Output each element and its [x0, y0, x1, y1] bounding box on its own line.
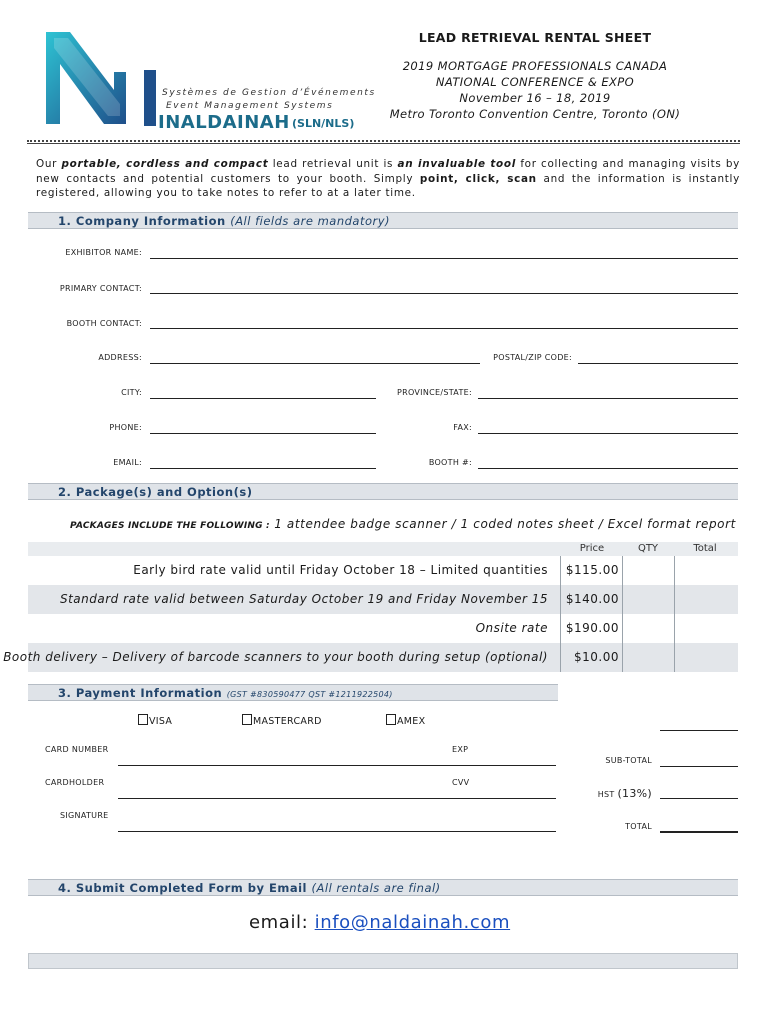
visa-option[interactable]: VISA — [138, 714, 172, 727]
hst-field[interactable] — [660, 798, 738, 799]
options-total-field[interactable] — [660, 730, 738, 731]
booth-number-field[interactable] — [478, 468, 738, 469]
booth-number-label: BOOTH #: — [428, 458, 472, 467]
email-link[interactable]: info@naldainah.com — [314, 912, 511, 933]
total-field[interactable] — [660, 831, 738, 833]
section-note: (All rentals are final) — [311, 881, 441, 895]
submit-email: email: info@naldainah.com — [249, 912, 511, 933]
amex-checkbox — [386, 714, 396, 725]
cardholder-label: CARDHOLDER — [45, 778, 105, 787]
package-table-header — [28, 542, 738, 556]
email-label: EMAIL: — [113, 458, 142, 467]
package-row-early-bird: Early bird rate valid until Friday October 18 – Limited quantities $115.00 — [28, 556, 738, 585]
mastercard-checkbox — [242, 714, 252, 725]
postal-code-label: POSTAL/ZIP CODE: — [493, 353, 572, 362]
section-title: 1. Company Information — [58, 214, 226, 228]
province-field[interactable] — [478, 398, 738, 399]
section-note: (All fields are mandatory) — [230, 214, 391, 228]
primary-contact-field[interactable] — [150, 293, 738, 294]
total-header: Total — [693, 543, 717, 554]
subtotal-field[interactable] — [660, 766, 738, 767]
intro-paragraph: Our portable, cordless and compact lead retrieval unit is an invaluable tool for collecting and managing visits by new contacts and potential customers to your booth. Simply point, click, scan and the information is instantly registered, allowing you to take notes to refer to at a later time. — [36, 158, 740, 199]
address-field[interactable] — [150, 363, 480, 364]
logo-tagline-french: Systèmes de Gestion d’Événements — [162, 88, 376, 98]
exhibitor-name-label: EXHIBITOR NAME: — [65, 248, 142, 257]
event-venue: Metro Toronto Convention Centre, Toronto (ON) — [389, 107, 681, 121]
card-number-field[interactable] — [118, 765, 556, 766]
footer-bar — [28, 953, 738, 969]
card-number-label: CARD NUMBER — [45, 745, 109, 754]
logo-abbreviation: (SLN/NLS) — [292, 117, 355, 130]
cvv-label: CVV — [452, 778, 470, 787]
subtotal-label: SUB-TOTAL — [605, 756, 652, 765]
hst-label: HST (13%) — [597, 787, 652, 800]
city-field[interactable] — [150, 398, 376, 399]
province-label: PROVINCE/STATE: — [396, 388, 472, 397]
signature-label: SIGNATURE — [60, 811, 109, 820]
phone-field[interactable] — [150, 433, 376, 434]
tax-numbers: (GST #830590477 QST #1211922504) — [226, 690, 393, 699]
exp-label: EXP — [452, 745, 469, 754]
postal-code-field[interactable] — [578, 363, 738, 364]
section-payment-information: 3. Payment Information (GST #830590477 QST #1211922504) — [28, 684, 558, 701]
exhibitor-name-field[interactable] — [150, 258, 738, 259]
event-dates: November 16 – 18, 2019 — [459, 91, 611, 105]
section-packages — [28, 483, 738, 500]
booth-contact-field[interactable] — [150, 328, 738, 329]
page-title: LEAD RETRIEVAL RENTAL SHEET — [418, 30, 652, 45]
section-title: 2. Package(s) and Option(s) — [58, 485, 253, 499]
qty-header: QTY — [637, 543, 659, 554]
package-row-standard: Standard rate valid between Saturday October 19 and Friday November 15 $140.00 — [28, 585, 738, 614]
amex-option[interactable]: AMEX — [386, 714, 425, 727]
mastercard-option[interactable]: MASTERCARD — [242, 714, 322, 727]
section-submit: 4. Submit Completed Form by Email (All rentals are final) — [28, 879, 738, 896]
packages-include-note: PACKAGES INCLUDE THE FOLLOWING : 1 attendee badge scanner / 1 coded notes sheet / Excel format report — [70, 517, 736, 531]
visa-checkbox — [138, 714, 148, 725]
address-label: ADDRESS: — [98, 353, 142, 362]
primary-contact-label: PRIMARY CONTACT: — [59, 284, 142, 293]
package-row-booth-delivery: Booth delivery – Delivery of barcode scanners to your booth during setup (optional) $10.00 — [28, 643, 738, 672]
logo-tagline-english: Event Management Systems — [166, 101, 334, 111]
booth-contact-label: BOOTH CONTACT: — [66, 319, 142, 328]
event-name-line2: NATIONAL CONFERENCE & EXPO — [435, 75, 635, 89]
cardholder-field[interactable] — [118, 798, 556, 799]
fax-label: FAX: — [453, 423, 472, 432]
total-label: TOTAL — [625, 822, 652, 831]
section-company-information — [28, 212, 738, 229]
naldainah-logo — [44, 30, 159, 130]
price-header: Price — [579, 543, 605, 554]
fax-field[interactable] — [478, 433, 738, 434]
signature-field[interactable] — [118, 831, 556, 832]
logo-wordmark: INALDAINAH — [158, 112, 290, 133]
city-label: CITY: — [121, 388, 142, 397]
header-divider — [27, 140, 740, 144]
event-name-line1: 2019 MORTGAGE PROFESSIONALS CANADA — [402, 59, 668, 73]
package-row-onsite: Onsite rate $190.00 — [28, 614, 738, 643]
phone-label: PHONE: — [109, 423, 142, 432]
email-field[interactable] — [150, 468, 376, 469]
